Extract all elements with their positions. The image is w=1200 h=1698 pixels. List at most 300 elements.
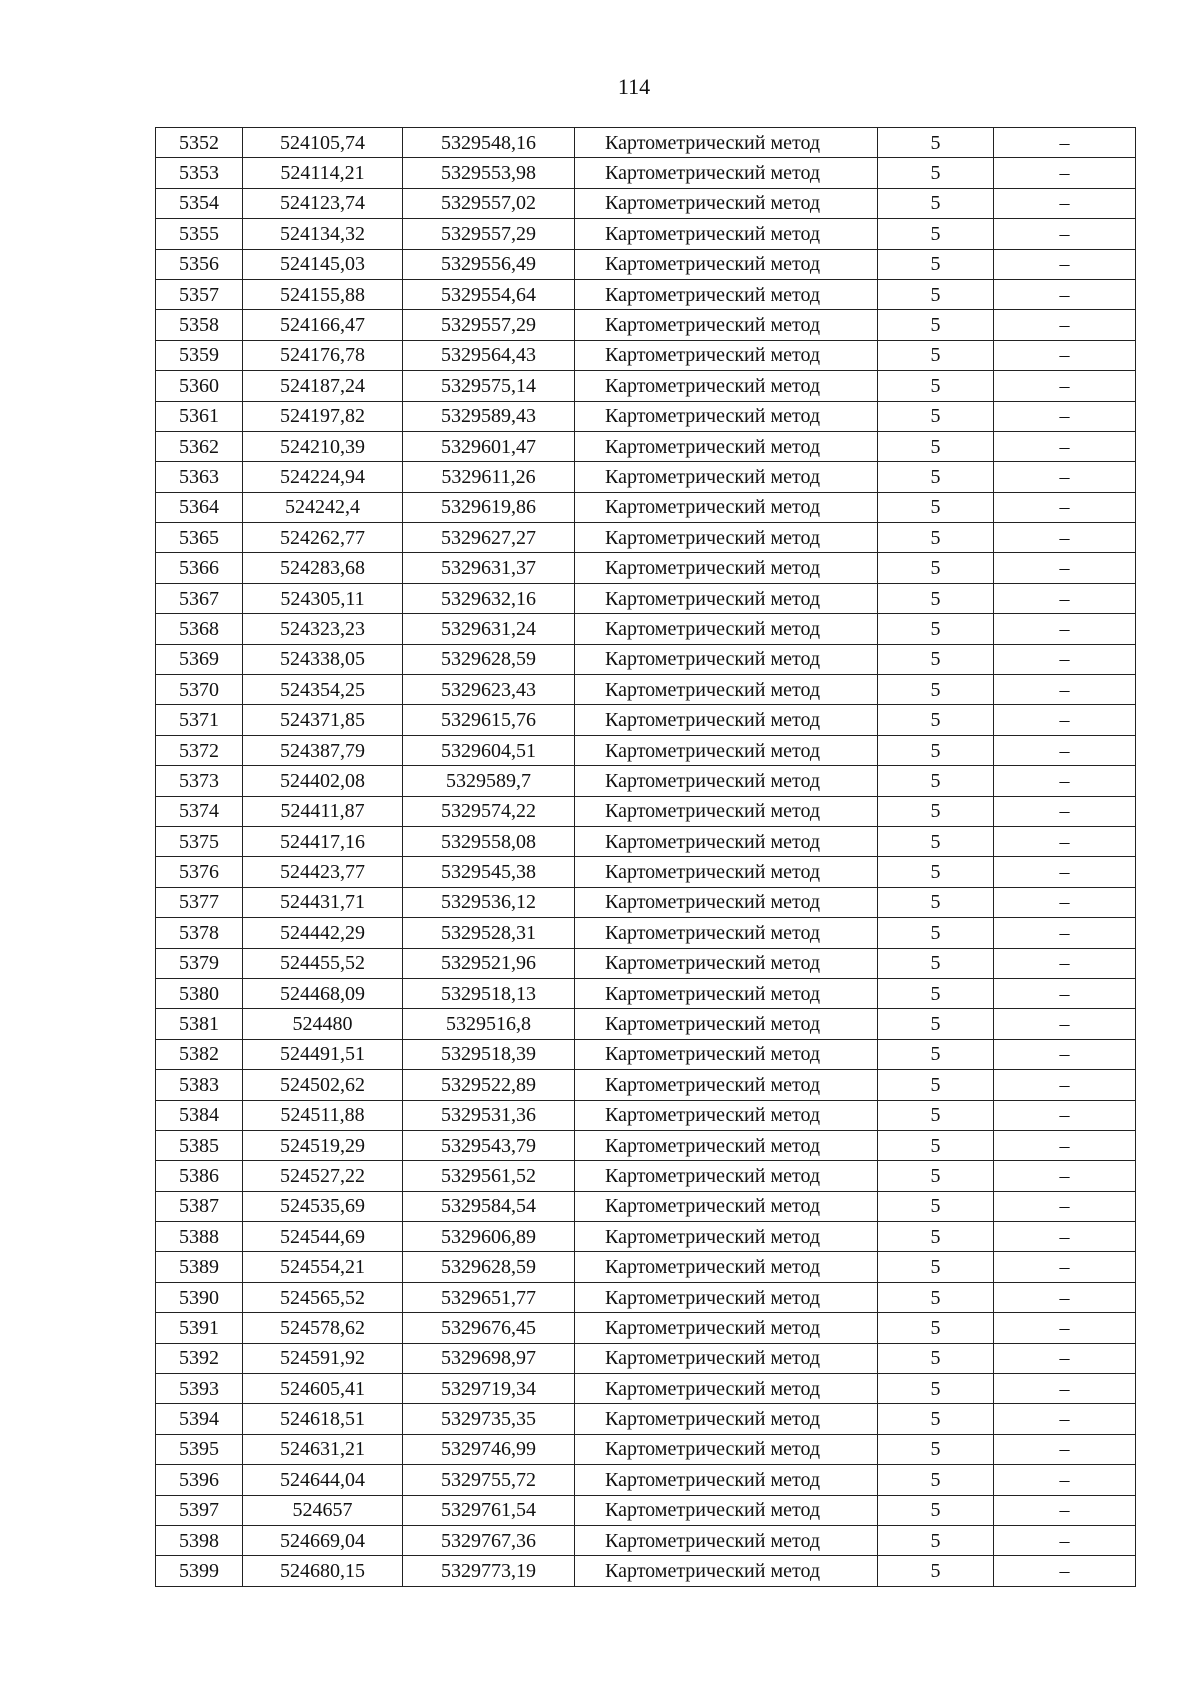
y-coordinate-cell: 5329631,37: [403, 553, 575, 583]
y-coordinate-cell: 5329755,72: [403, 1465, 575, 1495]
x-coordinate-cell: 524605,41: [243, 1374, 403, 1404]
table-row: [156, 948, 1136, 978]
accuracy-cell: 5: [878, 431, 994, 461]
point-number-cell: 5358: [156, 310, 243, 340]
x-coordinate-cell: 524455,52: [243, 948, 403, 978]
note-cell: –: [994, 614, 1136, 644]
note-cell: –: [994, 1252, 1136, 1282]
point-number-cell: 5389: [156, 1252, 243, 1282]
y-coordinate-cell: 5329522,89: [403, 1070, 575, 1100]
table-row: [156, 188, 1136, 218]
accuracy-cell: 5: [878, 614, 994, 644]
point-number-cell: 5372: [156, 735, 243, 765]
x-coordinate-cell: 524155,88: [243, 279, 403, 309]
table-row: [156, 249, 1136, 279]
x-coordinate-cell: 524544,69: [243, 1222, 403, 1252]
note-cell: –: [994, 219, 1136, 249]
note-cell: –: [994, 766, 1136, 796]
point-number-cell: 5361: [156, 401, 243, 431]
x-coordinate-cell: 524519,29: [243, 1130, 403, 1160]
point-number-cell: 5391: [156, 1313, 243, 1343]
accuracy-cell: 5: [878, 371, 994, 401]
note-cell: –: [994, 826, 1136, 856]
point-number-cell: 5375: [156, 826, 243, 856]
accuracy-cell: 5: [878, 918, 994, 948]
method-cell: Картометрический метод: [575, 766, 878, 796]
accuracy-cell: 5: [878, 1374, 994, 1404]
accuracy-cell: 5: [878, 219, 994, 249]
method-cell: Картометрический метод: [575, 583, 878, 613]
table-row: [156, 887, 1136, 917]
method-cell: Картометрический метод: [575, 1130, 878, 1160]
y-coordinate-cell: 5329557,02: [403, 188, 575, 218]
method-cell: Картометрический метод: [575, 857, 878, 887]
point-number-cell: 5385: [156, 1130, 243, 1160]
note-cell: –: [994, 948, 1136, 978]
note-cell: –: [994, 1343, 1136, 1373]
note-cell: –: [994, 310, 1136, 340]
method-cell: Картометрический метод: [575, 1556, 878, 1586]
x-coordinate-cell: 524669,04: [243, 1525, 403, 1555]
note-cell: –: [994, 1130, 1136, 1160]
coordinates-table-body: [156, 128, 1136, 1587]
accuracy-cell: 5: [878, 1465, 994, 1495]
y-coordinate-cell: 5329516,8: [403, 1009, 575, 1039]
y-coordinate-cell: 5329584,54: [403, 1191, 575, 1221]
x-coordinate-cell: 524262,77: [243, 523, 403, 553]
y-coordinate-cell: 5329628,59: [403, 644, 575, 674]
note-cell: –: [994, 1313, 1136, 1343]
x-coordinate-cell: 524114,21: [243, 158, 403, 188]
method-cell: Картометрический метод: [575, 644, 878, 674]
accuracy-cell: 5: [878, 948, 994, 978]
x-coordinate-cell: 524402,08: [243, 766, 403, 796]
note-cell: –: [994, 401, 1136, 431]
x-coordinate-cell: 524431,71: [243, 887, 403, 917]
accuracy-cell: 5: [878, 310, 994, 340]
method-cell: Картометрический метод: [575, 249, 878, 279]
table-row: [156, 1100, 1136, 1130]
method-cell: Картометрический метод: [575, 1070, 878, 1100]
x-coordinate-cell: 524145,03: [243, 249, 403, 279]
x-coordinate-cell: 524371,85: [243, 705, 403, 735]
point-number-cell: 5396: [156, 1465, 243, 1495]
point-number-cell: 5356: [156, 249, 243, 279]
x-coordinate-cell: 524554,21: [243, 1252, 403, 1282]
table-row: [156, 279, 1136, 309]
accuracy-cell: 5: [878, 1039, 994, 1069]
y-coordinate-cell: 5329548,16: [403, 128, 575, 158]
point-number-cell: 5376: [156, 857, 243, 887]
x-coordinate-cell: 524323,23: [243, 614, 403, 644]
note-cell: –: [994, 1525, 1136, 1555]
accuracy-cell: 5: [878, 492, 994, 522]
table-row: [156, 1009, 1136, 1039]
y-coordinate-cell: 5329619,86: [403, 492, 575, 522]
note-cell: –: [994, 431, 1136, 461]
y-coordinate-cell: 5329735,35: [403, 1404, 575, 1434]
note-cell: –: [994, 1282, 1136, 1312]
note-cell: –: [994, 1039, 1136, 1069]
table-row: [156, 583, 1136, 613]
accuracy-cell: 5: [878, 279, 994, 309]
y-coordinate-cell: 5329767,36: [403, 1525, 575, 1555]
x-coordinate-cell: 524197,82: [243, 401, 403, 431]
point-number-cell: 5384: [156, 1100, 243, 1130]
table-row: [156, 1039, 1136, 1069]
note-cell: –: [994, 796, 1136, 826]
accuracy-cell: 5: [878, 249, 994, 279]
accuracy-cell: 5: [878, 188, 994, 218]
table-row: [156, 492, 1136, 522]
x-coordinate-cell: 524442,29: [243, 918, 403, 948]
method-cell: Картометрический метод: [575, 1161, 878, 1191]
note-cell: –: [994, 553, 1136, 583]
accuracy-cell: 5: [878, 523, 994, 553]
note-cell: –: [994, 1161, 1136, 1191]
x-coordinate-cell: 524338,05: [243, 644, 403, 674]
note-cell: –: [994, 340, 1136, 370]
x-coordinate-cell: 524644,04: [243, 1465, 403, 1495]
y-coordinate-cell: 5329558,08: [403, 826, 575, 856]
accuracy-cell: 5: [878, 978, 994, 1008]
table-row: [156, 1465, 1136, 1495]
note-cell: –: [994, 188, 1136, 218]
accuracy-cell: 5: [878, 887, 994, 917]
y-coordinate-cell: 5329543,79: [403, 1130, 575, 1160]
y-coordinate-cell: 5329676,45: [403, 1313, 575, 1343]
method-cell: Картометрический метод: [575, 371, 878, 401]
method-cell: Картометрический метод: [575, 1495, 878, 1525]
y-coordinate-cell: 5329627,27: [403, 523, 575, 553]
note-cell: –: [994, 644, 1136, 674]
x-coordinate-cell: 524680,15: [243, 1556, 403, 1586]
y-coordinate-cell: 5329553,98: [403, 158, 575, 188]
note-cell: –: [994, 887, 1136, 917]
method-cell: Картометрический метод: [575, 1525, 878, 1555]
table-row: [156, 1495, 1136, 1525]
table-row: [156, 553, 1136, 583]
x-coordinate-cell: 524105,74: [243, 128, 403, 158]
note-cell: –: [994, 583, 1136, 613]
table-row: [156, 796, 1136, 826]
accuracy-cell: 5: [878, 583, 994, 613]
table-row: [156, 1222, 1136, 1252]
accuracy-cell: 5: [878, 644, 994, 674]
accuracy-cell: 5: [878, 675, 994, 705]
y-coordinate-cell: 5329545,38: [403, 857, 575, 887]
accuracy-cell: 5: [878, 401, 994, 431]
accuracy-cell: 5: [878, 1556, 994, 1586]
x-coordinate-cell: 524578,62: [243, 1313, 403, 1343]
method-cell: Картометрический метод: [575, 887, 878, 917]
point-number-cell: 5359: [156, 340, 243, 370]
x-coordinate-cell: 524354,25: [243, 675, 403, 705]
page-number: 114: [617, 74, 651, 99]
y-coordinate-cell: 5329564,43: [403, 340, 575, 370]
y-coordinate-cell: 5329632,16: [403, 583, 575, 613]
method-cell: Картометрический метод: [575, 614, 878, 644]
point-number-cell: 5386: [156, 1161, 243, 1191]
x-coordinate-cell: 524283,68: [243, 553, 403, 583]
y-coordinate-cell: 5329719,34: [403, 1374, 575, 1404]
method-cell: Картометрический метод: [575, 128, 878, 158]
table-row: [156, 310, 1136, 340]
y-coordinate-cell: 5329536,12: [403, 887, 575, 917]
accuracy-cell: 5: [878, 1161, 994, 1191]
point-number-cell: 5379: [156, 948, 243, 978]
note-cell: –: [994, 705, 1136, 735]
y-coordinate-cell: 5329698,97: [403, 1343, 575, 1373]
accuracy-cell: 5: [878, 340, 994, 370]
table-row: [156, 1556, 1136, 1586]
method-cell: Картометрический метод: [575, 675, 878, 705]
note-cell: –: [994, 1191, 1136, 1221]
note-cell: –: [994, 675, 1136, 705]
y-coordinate-cell: 5329773,19: [403, 1556, 575, 1586]
point-number-cell: 5367: [156, 583, 243, 613]
note-cell: –: [994, 1100, 1136, 1130]
note-cell: –: [994, 1434, 1136, 1464]
y-coordinate-cell: 5329615,76: [403, 705, 575, 735]
x-coordinate-cell: 524423,77: [243, 857, 403, 887]
method-cell: Картометрический метод: [575, 1222, 878, 1252]
point-number-cell: 5362: [156, 431, 243, 461]
note-cell: –: [994, 978, 1136, 1008]
x-coordinate-cell: 524387,79: [243, 735, 403, 765]
table-row: [156, 1434, 1136, 1464]
table-row: [156, 826, 1136, 856]
x-coordinate-cell: 524618,51: [243, 1404, 403, 1434]
accuracy-cell: 5: [878, 553, 994, 583]
y-coordinate-cell: 5329628,59: [403, 1252, 575, 1282]
x-coordinate-cell: 524305,11: [243, 583, 403, 613]
x-coordinate-cell: 524468,09: [243, 978, 403, 1008]
accuracy-cell: 5: [878, 1434, 994, 1464]
point-number-cell: 5374: [156, 796, 243, 826]
table-row: [156, 675, 1136, 705]
table-row: [156, 918, 1136, 948]
method-cell: Картометрический метод: [575, 1374, 878, 1404]
table-row: [156, 1130, 1136, 1160]
x-coordinate-cell: 524242,4: [243, 492, 403, 522]
point-number-cell: 5397: [156, 1495, 243, 1525]
note-cell: –: [994, 371, 1136, 401]
point-number-cell: 5371: [156, 705, 243, 735]
point-number-cell: 5398: [156, 1525, 243, 1555]
y-coordinate-cell: 5329531,36: [403, 1100, 575, 1130]
y-coordinate-cell: 5329589,43: [403, 401, 575, 431]
table-row: [156, 644, 1136, 674]
table-row: [156, 158, 1136, 188]
note-cell: –: [994, 158, 1136, 188]
point-number-cell: 5383: [156, 1070, 243, 1100]
note-cell: –: [994, 1374, 1136, 1404]
accuracy-cell: 5: [878, 857, 994, 887]
table-row: [156, 523, 1136, 553]
table-row: [156, 1070, 1136, 1100]
note-cell: –: [994, 523, 1136, 553]
point-number-cell: 5387: [156, 1191, 243, 1221]
accuracy-cell: 5: [878, 1100, 994, 1130]
method-cell: Картометрический метод: [575, 826, 878, 856]
y-coordinate-cell: 5329554,64: [403, 279, 575, 309]
table-row: [156, 1343, 1136, 1373]
point-number-cell: 5388: [156, 1222, 243, 1252]
y-coordinate-cell: 5329631,24: [403, 614, 575, 644]
table-row: [156, 705, 1136, 735]
x-coordinate-cell: 524187,24: [243, 371, 403, 401]
table-row: [156, 219, 1136, 249]
x-coordinate-cell: 524166,47: [243, 310, 403, 340]
accuracy-cell: 5: [878, 1525, 994, 1555]
method-cell: Картометрический метод: [575, 735, 878, 765]
note-cell: –: [994, 128, 1136, 158]
y-coordinate-cell: 5329518,39: [403, 1039, 575, 1069]
table-row: [156, 857, 1136, 887]
x-coordinate-cell: 524480: [243, 1009, 403, 1039]
y-coordinate-cell: 5329557,29: [403, 310, 575, 340]
x-coordinate-cell: 524224,94: [243, 462, 403, 492]
note-cell: –: [994, 857, 1136, 887]
table-row: [156, 1252, 1136, 1282]
table-row: [156, 401, 1136, 431]
method-cell: Картометрический метод: [575, 705, 878, 735]
point-number-cell: 5357: [156, 279, 243, 309]
x-coordinate-cell: 524417,16: [243, 826, 403, 856]
table-row: [156, 614, 1136, 644]
accuracy-cell: 5: [878, 158, 994, 188]
method-cell: Картометрический метод: [575, 188, 878, 218]
y-coordinate-cell: 5329746,99: [403, 1434, 575, 1464]
table-row: [156, 462, 1136, 492]
y-coordinate-cell: 5329606,89: [403, 1222, 575, 1252]
accuracy-cell: 5: [878, 766, 994, 796]
y-coordinate-cell: 5329651,77: [403, 1282, 575, 1312]
table-row: [156, 735, 1136, 765]
point-number-cell: 5395: [156, 1434, 243, 1464]
method-cell: Картометрический метод: [575, 978, 878, 1008]
point-number-cell: 5378: [156, 918, 243, 948]
note-cell: –: [994, 735, 1136, 765]
x-coordinate-cell: 524527,22: [243, 1161, 403, 1191]
method-cell: Картометрический метод: [575, 1100, 878, 1130]
method-cell: Картометрический метод: [575, 1465, 878, 1495]
point-number-cell: 5390: [156, 1282, 243, 1312]
y-coordinate-cell: 5329604,51: [403, 735, 575, 765]
point-number-cell: 5368: [156, 614, 243, 644]
point-number-cell: 5380: [156, 978, 243, 1008]
coordinates-table: [155, 127, 1136, 1587]
table-row: [156, 1191, 1136, 1221]
y-coordinate-cell: 5329561,52: [403, 1161, 575, 1191]
accuracy-cell: 5: [878, 1252, 994, 1282]
method-cell: Картометрический метод: [575, 796, 878, 826]
table-row: [156, 431, 1136, 461]
method-cell: Картометрический метод: [575, 310, 878, 340]
point-number-cell: 5363: [156, 462, 243, 492]
point-number-cell: 5377: [156, 887, 243, 917]
x-coordinate-cell: 524123,74: [243, 188, 403, 218]
table-row: [156, 1161, 1136, 1191]
point-number-cell: 5373: [156, 766, 243, 796]
method-cell: Картометрический метод: [575, 1252, 878, 1282]
note-cell: –: [994, 1222, 1136, 1252]
point-number-cell: 5381: [156, 1009, 243, 1039]
table-row: [156, 1525, 1136, 1555]
note-cell: –: [994, 1465, 1136, 1495]
accuracy-cell: 5: [878, 1191, 994, 1221]
note-cell: –: [994, 249, 1136, 279]
table-row: [156, 128, 1136, 158]
x-coordinate-cell: 524631,21: [243, 1434, 403, 1464]
note-cell: –: [994, 1495, 1136, 1525]
method-cell: Картометрический метод: [575, 1191, 878, 1221]
method-cell: Картометрический метод: [575, 948, 878, 978]
method-cell: Картометрический метод: [575, 219, 878, 249]
y-coordinate-cell: 5329521,96: [403, 948, 575, 978]
method-cell: Картометрический метод: [575, 492, 878, 522]
x-coordinate-cell: 524511,88: [243, 1100, 403, 1130]
method-cell: Картометрический метод: [575, 431, 878, 461]
note-cell: –: [994, 1070, 1136, 1100]
point-number-cell: 5354: [156, 188, 243, 218]
note-cell: –: [994, 1009, 1136, 1039]
y-coordinate-cell: 5329623,43: [403, 675, 575, 705]
x-coordinate-cell: 524491,51: [243, 1039, 403, 1069]
accuracy-cell: 5: [878, 1495, 994, 1525]
table-row: [156, 1374, 1136, 1404]
point-number-cell: 5392: [156, 1343, 243, 1373]
note-cell: –: [994, 279, 1136, 309]
point-number-cell: 5382: [156, 1039, 243, 1069]
method-cell: Картометрический метод: [575, 1404, 878, 1434]
method-cell: Картометрический метод: [575, 1343, 878, 1373]
point-number-cell: 5353: [156, 158, 243, 188]
x-coordinate-cell: 524134,32: [243, 219, 403, 249]
point-number-cell: 5370: [156, 675, 243, 705]
point-number-cell: 5364: [156, 492, 243, 522]
method-cell: Картометрический метод: [575, 401, 878, 431]
x-coordinate-cell: 524565,52: [243, 1282, 403, 1312]
accuracy-cell: 5: [878, 1222, 994, 1252]
point-number-cell: 5365: [156, 523, 243, 553]
note-cell: –: [994, 918, 1136, 948]
method-cell: Картометрический метод: [575, 1039, 878, 1069]
accuracy-cell: 5: [878, 1404, 994, 1434]
accuracy-cell: 5: [878, 462, 994, 492]
y-coordinate-cell: 5329574,22: [403, 796, 575, 826]
point-number-cell: 5399: [156, 1556, 243, 1586]
accuracy-cell: 5: [878, 1009, 994, 1039]
method-cell: Картометрический метод: [575, 340, 878, 370]
accuracy-cell: 5: [878, 1282, 994, 1312]
method-cell: Картометрический метод: [575, 158, 878, 188]
y-coordinate-cell: 5329557,29: [403, 219, 575, 249]
table-row: [156, 371, 1136, 401]
point-number-cell: 5394: [156, 1404, 243, 1434]
method-cell: Картометрический метод: [575, 523, 878, 553]
y-coordinate-cell: 5329589,7: [403, 766, 575, 796]
accuracy-cell: 5: [878, 1313, 994, 1343]
x-coordinate-cell: 524657: [243, 1495, 403, 1525]
method-cell: Картометрический метод: [575, 279, 878, 309]
note-cell: –: [994, 1556, 1136, 1586]
method-cell: Картометрический метод: [575, 1434, 878, 1464]
y-coordinate-cell: 5329761,54: [403, 1495, 575, 1525]
x-coordinate-cell: 524535,69: [243, 1191, 403, 1221]
table-row: [156, 1313, 1136, 1343]
